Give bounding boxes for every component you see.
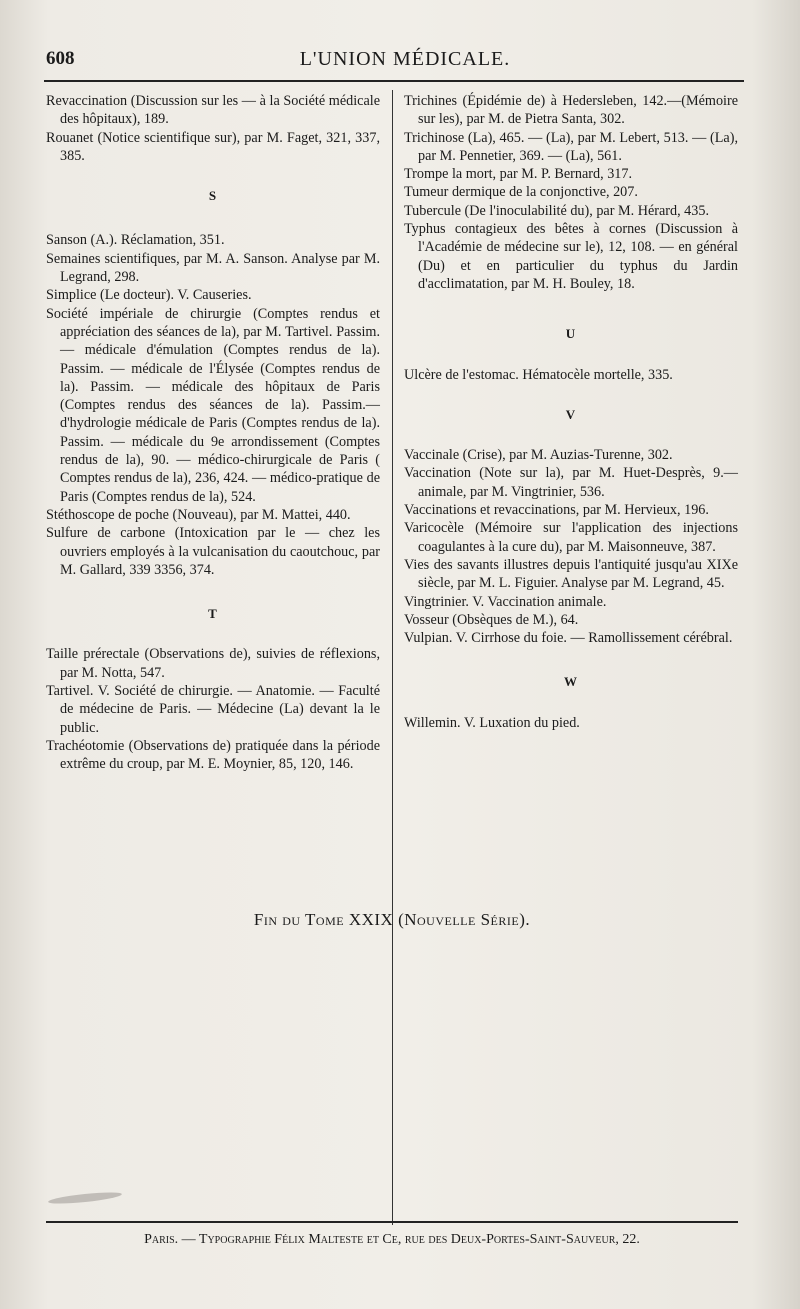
- end-of-volume-note: [46, 910, 738, 930]
- section-letter-w: W: [564, 674, 578, 690]
- index-entry: Société impériale de chirurgie (Comptes rendus et appréciation des séances de la), par M. Tartivel. Passim. — médicale d'émulation (Comptes rendus de la). Passim. — médicale de l'Élysée (Comptes rendus de la). Passim. — médicale des hôpitaux de Paris (Comptes rendus des séances de la). Passim.— d'hydrologie médicale de Paris (Comptes rendus de la). Passim. — médicale du 9e arrondissement (Comptes rendus de la), 90. — médico-chirurgicale de Paris ( Comptes rendus de la), 236, 424. — médico-pratique de Paris (Comptes rendus de la), 524.: [46, 305, 380, 505]
- pencil-mark: [48, 1190, 122, 1206]
- section-letter-v: V: [565, 406, 577, 422]
- index-entry: Semaines scientifiques, par M. A. Sanson. Analyse par M. Legrand, 298.: [46, 250, 380, 286]
- running-title: L'UNION MÉDICALE.: [299, 48, 511, 70]
- index-entry: Trachéotomie (Observations de) pratiquée dans la période extrême du croup, par M. E. Moynier, 85, 120, 146.: [46, 737, 380, 773]
- index-entry: Vaccinations et revaccinations, par M. Hervieux, 196.: [404, 502, 709, 519]
- index-entry: Tubercule (De l'inoculabilité du), par M. Hérard, 435.: [404, 202, 710, 219]
- index-entry: Varicocèle (Mémoire sur l'application des injections coagulantes à la cure du), par M. Maisonneuve, 387.: [404, 520, 738, 555]
- index-entry: Trompe la mort, par M. P. Bernard, 317.: [404, 166, 633, 183]
- index-entry: Rouanet (Notice scientifique sur), par M. Faget, 321, 337, 385.: [46, 129, 380, 164]
- printer-imprint: [46, 1232, 738, 1248]
- index-entry: Sanson (A.). Réclamation, 351.: [46, 232, 225, 249]
- imprint-text: Paris. — Typographie Félix Malteste et Ce, rue des Deux-Portes-Saint-Sauveur, 22.: [144, 1232, 640, 1247]
- header-rule: [44, 80, 744, 82]
- index-entry: Trichines (Épidémie de) à Hedersleben, 142.—(Mémoire sur les), par M. de Pietra Santa, 302.: [404, 93, 738, 128]
- index-entry: Vulpian. V. Cirrhose du foie. — Ramollissement cérébral.: [404, 630, 733, 647]
- index-entry: Simplice (Le docteur). V. Causeries.: [46, 287, 252, 304]
- index-column-left: [46, 92, 380, 774]
- index-entry: Trichinose (La), 465. — (La), par M. Lebert, 513. — (La), par M. Pennetier, 369. — (La), 561.: [404, 129, 738, 164]
- section-letter-s: S: [208, 188, 218, 204]
- index-entry: Vaccinale (Crise), par M. Auzias-Turenne, 302.: [404, 447, 673, 464]
- page-number: 608: [46, 48, 75, 69]
- footer-rule: [46, 1221, 738, 1223]
- index-entry: Vies des savants illustres depuis l'antiquité jusqu'au XIXe siècle, par M. L. Figuier. Analyse par M. Legrand, 45.: [404, 556, 738, 592]
- index-entry: Typhus contagieux des bêtes à cornes (Discussion à l'Académie de médecine sur le), 12, 108. — en général (Du) et en particulier du typhus du Jardin d'acclimatation, par M. H. Bouley, 18.: [404, 221, 738, 292]
- index-entry: Sulfure de carbone (Intoxication par le — chez les ouvriers employés à la vulcanisation du caoutchouc, par M. Gallard, 339 3356, 374.: [46, 525, 380, 578]
- index-entry: Tartivel. V. Société de chirurgie. — Anatomie. — Faculté de médecine de Paris. — Médecine (La) devant la le public.: [46, 683, 380, 736]
- page-header: [40, 44, 770, 76]
- index-entry: Vaccination (Note sur la), par M. Huet-Desprès, 9.— animale, par M. Vingtrinier, 536.: [404, 465, 738, 500]
- section-letter-u: U: [565, 326, 577, 342]
- index-entry: Vosseur (Obsèques de M.), 64.: [404, 611, 579, 628]
- column-divider: [392, 90, 393, 1225]
- index-entry: Stéthoscope de poche (Nouveau), par M. Mattei, 440.: [46, 506, 351, 523]
- section-letter-t: T: [208, 606, 218, 622]
- index-entry: Revaccination (Discussion sur les — à la Société médicale des hôpitaux), 189.: [46, 93, 380, 128]
- index-entry: Ulcère de l'estomac. Hématocèle mortelle, 335.: [404, 366, 673, 383]
- index-entry: Vingtrinier. V. Vaccination animale.: [404, 593, 607, 610]
- index-entry: Tumeur dermique de la conjonctive, 207.: [404, 184, 638, 201]
- index-entry: Willemin. V. Luxation du pied.: [404, 714, 580, 731]
- index-entry: Taille prérectale (Observations de), suivies de réflexions, par M. Notta, 547.: [46, 646, 380, 681]
- end-of-volume-text: Fin du Tome XXIX (Nouvelle Série).: [253, 910, 531, 929]
- index-column-right: [404, 92, 738, 732]
